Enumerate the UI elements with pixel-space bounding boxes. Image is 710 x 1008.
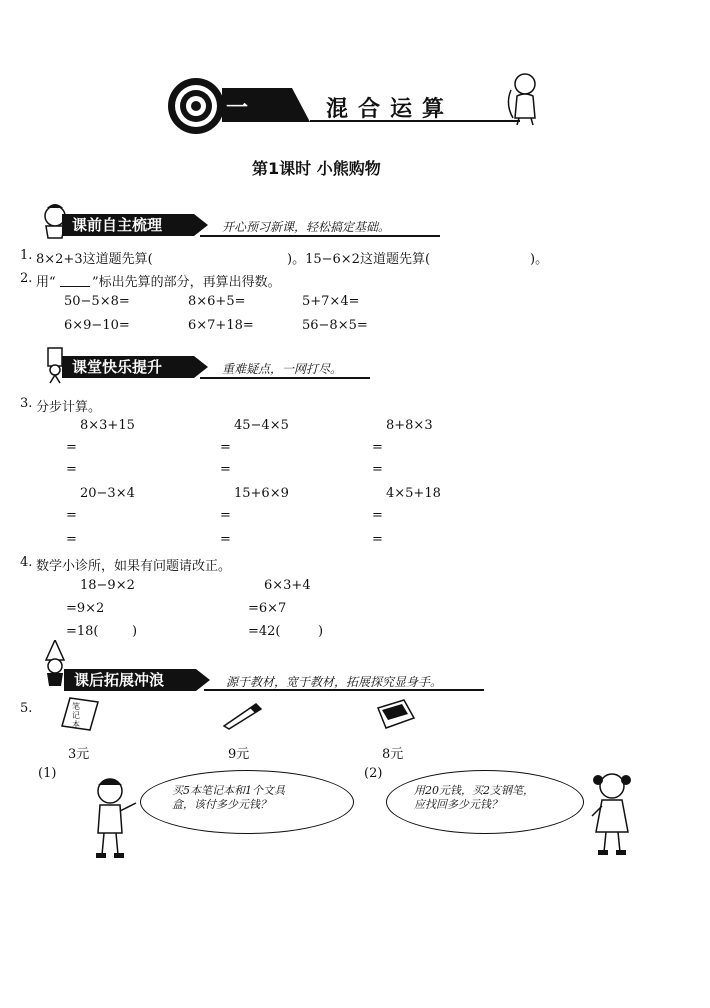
boy-figure-icon — [88, 775, 140, 861]
section-subtitle-preview: 开心预习新课，轻松搞定基础。 — [222, 220, 391, 234]
chapter-title: 混合运算 — [326, 97, 455, 122]
pen-icon — [220, 700, 264, 730]
bubble-2-line-2: 应找回多少元钱？ — [414, 798, 502, 811]
boy-archer-icon — [505, 70, 545, 126]
bubble-1-line-2: 盒，该付多少元钱？ — [172, 798, 271, 811]
target-icon — [166, 76, 226, 136]
bubble-2-line-1: 用20元钱，买2支钢笔， — [414, 784, 534, 797]
section-label-preview: 课前自主梳理 — [62, 214, 194, 236]
price-pen: 9元 — [228, 747, 250, 762]
pencil-box-icon — [374, 698, 418, 730]
price-notebook: 3元 — [68, 747, 90, 762]
bubble-1-line-1: 买5本笔记本和1个文具 — [172, 784, 285, 797]
price-pencil-box: 8元 — [382, 747, 404, 762]
section-label-class: 课堂快乐提升 — [62, 356, 194, 378]
section-label-after: 课后拓展冲浪 — [64, 669, 196, 691]
underline-sample — [60, 286, 90, 287]
notebook-label: 笔记本 — [72, 702, 80, 729]
section-subtitle-after: 源于教材，宽于教材，拓展探究显身手。 — [226, 675, 443, 689]
section-subtitle-class: 重难疑点，一网打尽。 — [222, 362, 343, 376]
lesson-title: 第1课时 小熊购物 — [252, 159, 381, 178]
chapter-number: 一 — [226, 96, 259, 121]
girl-figure-icon — [586, 770, 638, 858]
